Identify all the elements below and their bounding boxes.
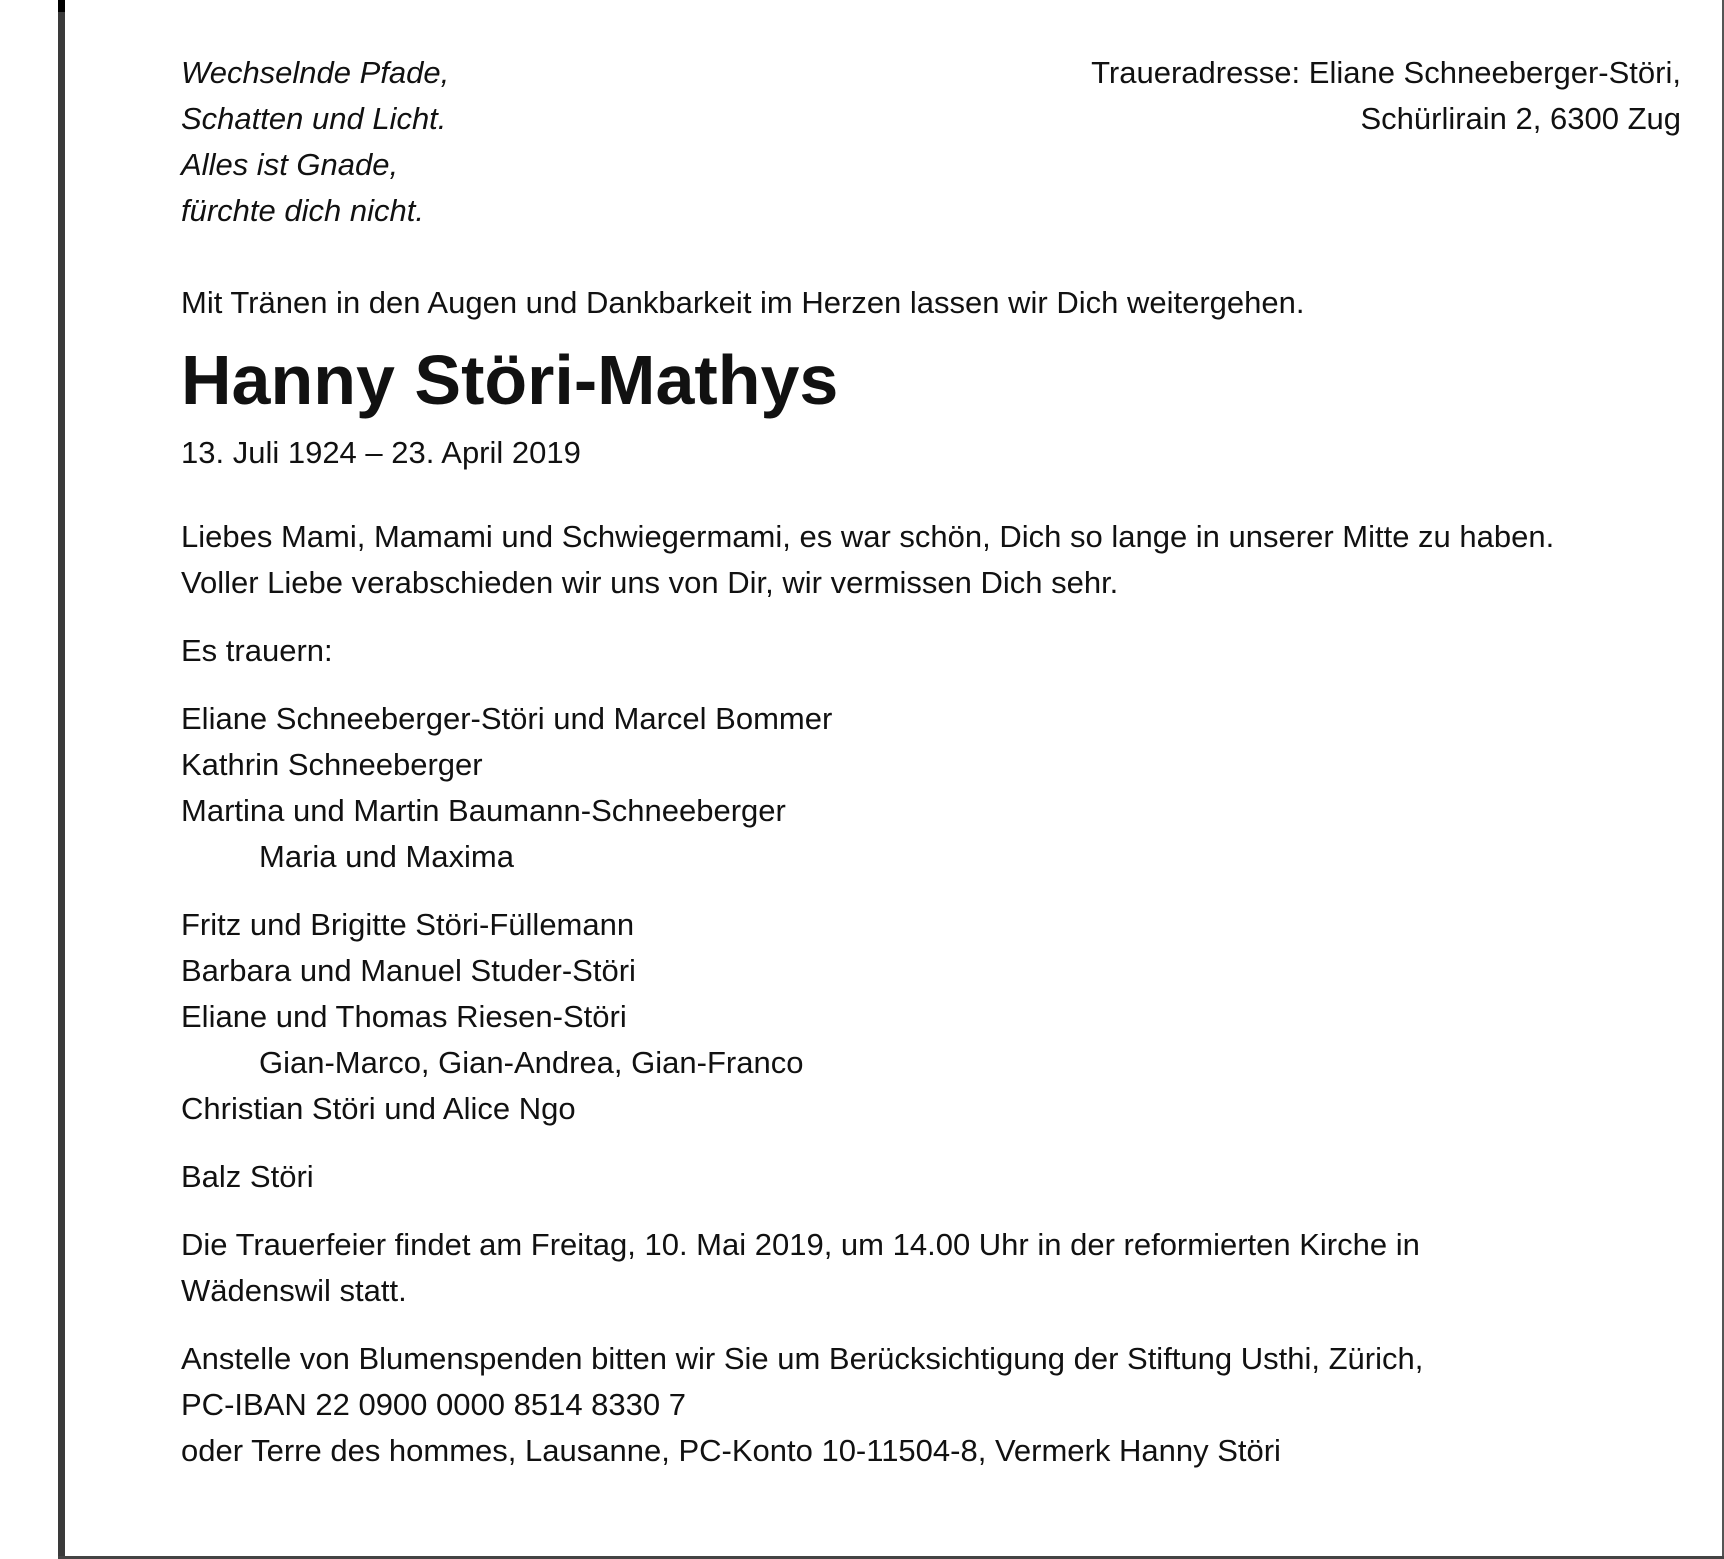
family-member: Balz Störi bbox=[181, 1159, 314, 1194]
family-member: Barbara und Manuel Studer-Störi bbox=[181, 953, 636, 988]
mourners-label: Es trauern: bbox=[181, 633, 333, 668]
family-member: Martina und Martin Baumann-Schneeberger bbox=[181, 793, 786, 828]
address-line: Schürlirain 2, 6300 Zug bbox=[1360, 101, 1681, 136]
poem bbox=[181, 50, 449, 234]
donation-line: oder Terre des hommes, Lausanne, PC-Konto 10-11504-8, Vermerk Hanny Störi bbox=[181, 1433, 1281, 1468]
family-member: Christian Störi und Alice Ngo bbox=[181, 1091, 576, 1126]
left-border-cap bbox=[58, 0, 65, 12]
poem-line: Schatten und Licht. bbox=[181, 101, 447, 136]
family-member: Eliane und Thomas Riesen-Störi bbox=[181, 999, 627, 1034]
obituary-notice bbox=[181, 50, 1681, 1474]
address-line: Traueradresse: Eliane Schneeberger-Störi, bbox=[1091, 55, 1681, 90]
family-member: Gian-Marco, Gian-Andrea, Gian-Franco bbox=[259, 1045, 804, 1080]
deceased-name: Hanny Störi-Mathys bbox=[181, 341, 839, 419]
donation-line: Anstelle von Blumenspenden bitten wir Sie um Berücksichtigung der Stiftung Usthi, Zürich, bbox=[181, 1341, 1424, 1376]
left-border bbox=[58, 0, 65, 1559]
poem-line: Wechselnde Pfade, bbox=[181, 55, 450, 90]
family-group bbox=[181, 902, 1681, 1132]
family-member: Maria und Maxima bbox=[259, 839, 514, 874]
farewell-message bbox=[181, 514, 1681, 606]
service-line: Wädenswil statt. bbox=[181, 1273, 407, 1308]
poem-line: Alles ist Gnade, bbox=[181, 147, 399, 182]
service-line: Die Trauerfeier findet am Freitag, 10. Mai 2019, um 14.00 Uhr in der reformierten Kirche in bbox=[181, 1227, 1420, 1262]
funeral-service-info bbox=[181, 1222, 1681, 1314]
family-member: Kathrin Schneeberger bbox=[181, 747, 483, 782]
header-row bbox=[181, 50, 1681, 230]
mourning-address bbox=[681, 50, 1681, 142]
family-group bbox=[181, 1154, 1681, 1200]
poem-line: fürchte dich nicht. bbox=[181, 193, 424, 228]
family-member: Eliane Schneeberger-Störi und Marcel Bommer bbox=[181, 701, 833, 736]
message-line: Voller Liebe verabschieden wir uns von Dir, wir vermissen Dich sehr. bbox=[181, 565, 1119, 600]
donation-line: PC-IBAN 22 0900 0000 8514 8330 7 bbox=[181, 1387, 686, 1422]
family-member: Fritz und Brigitte Störi-Füllemann bbox=[181, 907, 635, 942]
intro-text: Mit Tränen in den Augen und Dankbarkeit im Herzen lassen wir Dich weitergehen. bbox=[181, 285, 1305, 320]
donation-info bbox=[181, 1336, 1681, 1474]
life-dates: 13. Juli 1924 – 23. April 2019 bbox=[181, 435, 581, 470]
family-group bbox=[181, 696, 1681, 880]
message-line: Liebes Mami, Mamami und Schwiegermami, es war schön, Dich so lange in unserer Mitte zu haben. bbox=[181, 519, 1555, 554]
